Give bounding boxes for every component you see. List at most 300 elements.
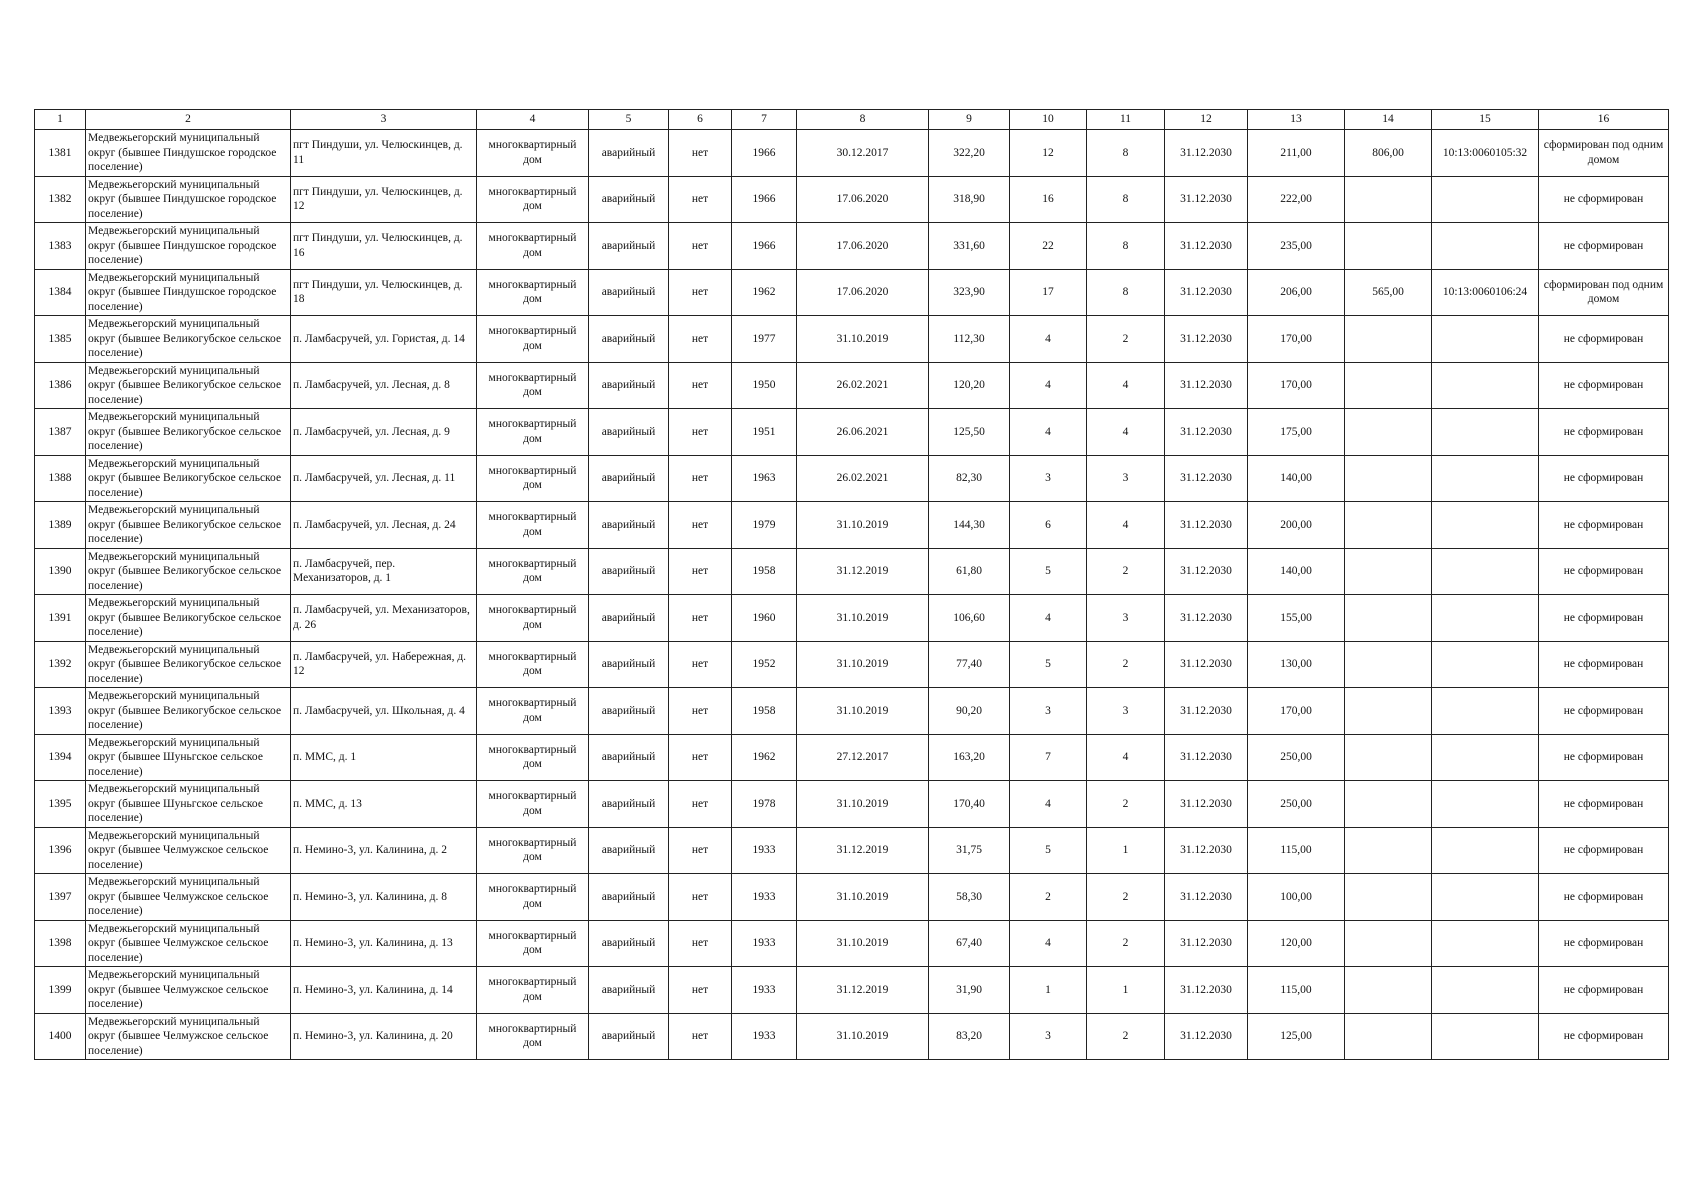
land-area-cell [1345, 316, 1432, 363]
apartments-cell: 4 [1087, 502, 1165, 549]
land-value-cell: 155,00 [1248, 595, 1345, 642]
land-status-cell: не сформирован [1539, 455, 1669, 502]
recognition-date-cell: 26.06.2021 [797, 409, 929, 456]
land-status-cell: не сформирован [1539, 595, 1669, 642]
land-status-cell: не сформирован [1539, 874, 1669, 921]
municipality-cell: Медвежьегорский муниципальный округ (бывшее Челмужское сельское поселение) [86, 1013, 291, 1060]
municipality-cell: Медвежьегорский муниципальный округ (бывшее Челмужское сельское поселение) [86, 920, 291, 967]
build-year-cell: 1966 [732, 176, 797, 223]
relocation-deadline-cell: 31.12.2030 [1165, 641, 1248, 688]
table-row [35, 1013, 1669, 1060]
column-header-13: 13 [1248, 110, 1345, 130]
address-cell: п. Немино-3, ул. Калинина, д. 14 [291, 967, 477, 1014]
apartments-cell: 8 [1087, 223, 1165, 270]
condition-cell: аварийный [589, 176, 669, 223]
land-area-cell [1345, 827, 1432, 874]
recognition-date-cell: 31.10.2019 [797, 502, 929, 549]
building-type-cell: многоквартирный дом [477, 641, 589, 688]
column-header-16: 16 [1539, 110, 1669, 130]
area-cell: 322,20 [929, 130, 1010, 177]
relocation-deadline-cell: 31.12.2030 [1165, 269, 1248, 316]
condition-cell: аварийный [589, 130, 669, 177]
area-cell: 125,50 [929, 409, 1010, 456]
area-cell: 170,40 [929, 781, 1010, 828]
apartments-cell: 2 [1087, 641, 1165, 688]
cadastral-number-cell [1432, 409, 1539, 456]
build-year-cell: 1962 [732, 269, 797, 316]
condition-cell: аварийный [589, 502, 669, 549]
column-header-3: 3 [291, 110, 477, 130]
address-cell: п. Ламбасручей, ул. Лесная, д. 24 [291, 502, 477, 549]
relocation-flag-cell: нет [669, 734, 732, 781]
column-header-12: 12 [1165, 110, 1248, 130]
table-row [35, 502, 1669, 549]
residents-cell: 4 [1010, 409, 1087, 456]
address-cell: п. Немино-3, ул. Калинина, д. 13 [291, 920, 477, 967]
address-cell: п. Немино-3, ул. Калинина, д. 8 [291, 874, 477, 921]
area-cell: 67,40 [929, 920, 1010, 967]
column-header-1: 1 [35, 110, 86, 130]
relocation-flag-cell: нет [669, 362, 732, 409]
cadastral-number-cell: 10:13:0060106:24 [1432, 269, 1539, 316]
cadastral-number-cell [1432, 1013, 1539, 1060]
building-type-cell: многоквартирный дом [477, 223, 589, 270]
building-type-cell: многоквартирный дом [477, 595, 589, 642]
relocation-flag-cell: нет [669, 967, 732, 1014]
land-status-cell: не сформирован [1539, 1013, 1669, 1060]
recognition-date-cell: 26.02.2021 [797, 455, 929, 502]
land-value-cell: 100,00 [1248, 874, 1345, 921]
column-header-8: 8 [797, 110, 929, 130]
address-cell: пгт Пиндуши, ул. Челюскинцев, д. 12 [291, 176, 477, 223]
municipality-cell: Медвежьегорский муниципальный округ (бывшее Великогубское сельское поселение) [86, 409, 291, 456]
build-year-cell: 1966 [732, 223, 797, 270]
address-cell: п. Ламбасручей, ул. Лесная, д. 11 [291, 455, 477, 502]
condition-cell: аварийный [589, 1013, 669, 1060]
recognition-date-cell: 31.10.2019 [797, 920, 929, 967]
apartments-cell: 4 [1087, 362, 1165, 409]
address-cell: п. Немино-3, ул. Калинина, д. 20 [291, 1013, 477, 1060]
relocation-flag-cell: нет [669, 595, 732, 642]
relocation-deadline-cell: 31.12.2030 [1165, 362, 1248, 409]
residents-cell: 2 [1010, 874, 1087, 921]
address-cell: п. Ламбасручей, пер. Механизаторов, д. 1 [291, 548, 477, 595]
condition-cell: аварийный [589, 316, 669, 363]
table-row [35, 920, 1669, 967]
municipality-cell: Медвежьегорский муниципальный округ (бывшее Великогубское сельское поселение) [86, 502, 291, 549]
address-cell: п. ММС, д. 13 [291, 781, 477, 828]
relocation-flag-cell: нет [669, 781, 732, 828]
condition-cell: аварийный [589, 781, 669, 828]
recognition-date-cell: 31.12.2019 [797, 827, 929, 874]
column-header-14: 14 [1345, 110, 1432, 130]
land-value-cell: 222,00 [1248, 176, 1345, 223]
land-value-cell: 140,00 [1248, 548, 1345, 595]
municipality-cell: Медвежьегорский муниципальный округ (бывшее Пиндушское городское поселение) [86, 269, 291, 316]
build-year-cell: 1963 [732, 455, 797, 502]
column-header-9: 9 [929, 110, 1010, 130]
land-value-cell: 250,00 [1248, 781, 1345, 828]
relocation-flag-cell: нет [669, 688, 732, 735]
build-year-cell: 1978 [732, 781, 797, 828]
land-value-cell: 206,00 [1248, 269, 1345, 316]
building-type-cell: многоквартирный дом [477, 502, 589, 549]
building-type-cell: многоквартирный дом [477, 781, 589, 828]
land-status-cell: не сформирован [1539, 827, 1669, 874]
table-row [35, 781, 1669, 828]
recognition-date-cell: 17.06.2020 [797, 269, 929, 316]
building-type-cell: многоквартирный дом [477, 362, 589, 409]
relocation-deadline-cell: 31.12.2030 [1165, 1013, 1248, 1060]
relocation-deadline-cell: 31.12.2030 [1165, 176, 1248, 223]
area-cell: 61,80 [929, 548, 1010, 595]
address-cell: п. Ламбасручей, ул. Лесная, д. 9 [291, 409, 477, 456]
cadastral-number-cell [1432, 223, 1539, 270]
building-type-cell: многоквартирный дом [477, 688, 589, 735]
cadastral-number-cell [1432, 316, 1539, 363]
column-header-15: 15 [1432, 110, 1539, 130]
row-number-cell: 1391 [35, 595, 86, 642]
relocation-deadline-cell: 31.12.2030 [1165, 920, 1248, 967]
address-cell: пгт Пиндуши, ул. Челюскинцев, д. 16 [291, 223, 477, 270]
building-type-cell: многоквартирный дом [477, 920, 589, 967]
apartments-cell: 2 [1087, 548, 1165, 595]
land-value-cell: 140,00 [1248, 455, 1345, 502]
municipality-cell: Медвежьегорский муниципальный округ (бывшее Великогубское сельское поселение) [86, 688, 291, 735]
land-status-cell: не сформирован [1539, 920, 1669, 967]
header-row [35, 110, 1669, 130]
land-area-cell [1345, 362, 1432, 409]
recognition-date-cell: 17.06.2020 [797, 223, 929, 270]
residents-cell: 3 [1010, 455, 1087, 502]
land-area-cell [1345, 1013, 1432, 1060]
relocation-flag-cell: нет [669, 176, 732, 223]
build-year-cell: 1958 [732, 688, 797, 735]
building-type-cell: многоквартирный дом [477, 269, 589, 316]
land-area-cell [1345, 967, 1432, 1014]
apartments-cell: 8 [1087, 176, 1165, 223]
residents-cell: 4 [1010, 595, 1087, 642]
cadastral-number-cell [1432, 781, 1539, 828]
table-row [35, 176, 1669, 223]
land-status-cell: сформирован под одним домом [1539, 269, 1669, 316]
area-cell: 144,30 [929, 502, 1010, 549]
apartments-cell: 8 [1087, 130, 1165, 177]
condition-cell: аварийный [589, 409, 669, 456]
apartments-cell: 1 [1087, 967, 1165, 1014]
relocation-flag-cell: нет [669, 548, 732, 595]
land-status-cell: не сформирован [1539, 223, 1669, 270]
row-number-cell: 1399 [35, 967, 86, 1014]
recognition-date-cell: 26.02.2021 [797, 362, 929, 409]
municipality-cell: Медвежьегорский муниципальный округ (бывшее Великогубское сельское поселение) [86, 362, 291, 409]
row-number-cell: 1384 [35, 269, 86, 316]
area-cell: 83,20 [929, 1013, 1010, 1060]
land-status-cell: не сформирован [1539, 502, 1669, 549]
building-type-cell: многоквартирный дом [477, 874, 589, 921]
relocation-flag-cell: нет [669, 316, 732, 363]
column-header-11: 11 [1087, 110, 1165, 130]
land-area-cell: 806,00 [1345, 130, 1432, 177]
land-area-cell [1345, 223, 1432, 270]
land-value-cell: 200,00 [1248, 502, 1345, 549]
land-area-cell [1345, 734, 1432, 781]
relocation-flag-cell: нет [669, 827, 732, 874]
apartments-cell: 2 [1087, 316, 1165, 363]
land-area-cell [1345, 641, 1432, 688]
row-number-cell: 1395 [35, 781, 86, 828]
table-row [35, 223, 1669, 270]
column-header-5: 5 [589, 110, 669, 130]
residents-cell: 4 [1010, 781, 1087, 828]
condition-cell: аварийный [589, 455, 669, 502]
cadastral-number-cell [1432, 688, 1539, 735]
land-status-cell: не сформирован [1539, 362, 1669, 409]
cadastral-number-cell [1432, 641, 1539, 688]
column-header-4: 4 [477, 110, 589, 130]
row-number-cell: 1383 [35, 223, 86, 270]
cadastral-number-cell [1432, 548, 1539, 595]
cadastral-number-cell [1432, 595, 1539, 642]
table-body [35, 130, 1669, 1060]
relocation-flag-cell: нет [669, 223, 732, 270]
building-type-cell: многоквартирный дом [477, 548, 589, 595]
municipality-cell: Медвежьегорский муниципальный округ (бывшее Шуньгское сельское поселение) [86, 734, 291, 781]
table-row [35, 641, 1669, 688]
municipality-cell: Медвежьегорский муниципальный округ (бывшее Великогубское сельское поселение) [86, 455, 291, 502]
municipality-cell: Медвежьегорский муниципальный округ (бывшее Челмужское сельское поселение) [86, 967, 291, 1014]
cadastral-number-cell [1432, 362, 1539, 409]
column-header-2: 2 [86, 110, 291, 130]
relocation-flag-cell: нет [669, 502, 732, 549]
municipality-cell: Медвежьегорский муниципальный округ (бывшее Челмужское сельское поселение) [86, 827, 291, 874]
build-year-cell: 1933 [732, 1013, 797, 1060]
land-status-cell: не сформирован [1539, 548, 1669, 595]
relocation-deadline-cell: 31.12.2030 [1165, 455, 1248, 502]
apartments-cell: 3 [1087, 455, 1165, 502]
column-header-10: 10 [1010, 110, 1087, 130]
condition-cell: аварийный [589, 548, 669, 595]
relocation-flag-cell: нет [669, 130, 732, 177]
land-area-cell [1345, 874, 1432, 921]
land-area-cell [1345, 176, 1432, 223]
land-area-cell [1345, 781, 1432, 828]
build-year-cell: 1952 [732, 641, 797, 688]
address-cell: п. Ламбасручей, ул. Гористая, д. 14 [291, 316, 477, 363]
land-value-cell: 211,00 [1248, 130, 1345, 177]
municipality-cell: Медвежьегорский муниципальный округ (бывшее Пиндушское городское поселение) [86, 223, 291, 270]
residents-cell: 4 [1010, 920, 1087, 967]
table-row [35, 595, 1669, 642]
building-type-cell: многоквартирный дом [477, 176, 589, 223]
relocation-deadline-cell: 31.12.2030 [1165, 827, 1248, 874]
building-type-cell: многоквартирный дом [477, 734, 589, 781]
address-cell: п. ММС, д. 1 [291, 734, 477, 781]
condition-cell: аварийный [589, 734, 669, 781]
column-header-7: 7 [732, 110, 797, 130]
land-area-cell [1345, 409, 1432, 456]
residents-cell: 1 [1010, 967, 1087, 1014]
residents-cell: 3 [1010, 688, 1087, 735]
residents-cell: 7 [1010, 734, 1087, 781]
condition-cell: аварийный [589, 362, 669, 409]
residents-cell: 3 [1010, 1013, 1087, 1060]
land-status-cell: не сформирован [1539, 316, 1669, 363]
table-row [35, 967, 1669, 1014]
apartments-cell: 2 [1087, 781, 1165, 828]
land-value-cell: 115,00 [1248, 967, 1345, 1014]
apartments-cell: 8 [1087, 269, 1165, 316]
relocation-flag-cell: нет [669, 269, 732, 316]
build-year-cell: 1966 [732, 130, 797, 177]
area-cell: 120,20 [929, 362, 1010, 409]
relocation-deadline-cell: 31.12.2030 [1165, 316, 1248, 363]
build-year-cell: 1962 [732, 734, 797, 781]
row-number-cell: 1389 [35, 502, 86, 549]
residents-cell: 4 [1010, 316, 1087, 363]
table-header [35, 110, 1669, 130]
apartments-cell: 2 [1087, 1013, 1165, 1060]
condition-cell: аварийный [589, 269, 669, 316]
land-area-cell [1345, 455, 1432, 502]
recognition-date-cell: 17.06.2020 [797, 176, 929, 223]
table-row [35, 316, 1669, 363]
apartments-cell: 4 [1087, 409, 1165, 456]
condition-cell: аварийный [589, 641, 669, 688]
build-year-cell: 1951 [732, 409, 797, 456]
area-cell: 112,30 [929, 316, 1010, 363]
municipality-cell: Медвежьегорский муниципальный округ (бывшее Челмужское сельское поселение) [86, 874, 291, 921]
build-year-cell: 1933 [732, 920, 797, 967]
residents-cell: 6 [1010, 502, 1087, 549]
land-value-cell: 175,00 [1248, 409, 1345, 456]
building-type-cell: многоквартирный дом [477, 967, 589, 1014]
residents-cell: 17 [1010, 269, 1087, 316]
apartments-cell: 3 [1087, 688, 1165, 735]
build-year-cell: 1979 [732, 502, 797, 549]
land-value-cell: 120,00 [1248, 920, 1345, 967]
apartments-cell: 4 [1087, 734, 1165, 781]
address-cell: пгт Пиндуши, ул. Челюскинцев, д. 11 [291, 130, 477, 177]
recognition-date-cell: 31.12.2019 [797, 548, 929, 595]
building-type-cell: многоквартирный дом [477, 455, 589, 502]
build-year-cell: 1933 [732, 827, 797, 874]
row-number-cell: 1390 [35, 548, 86, 595]
building-type-cell: многоквартирный дом [477, 130, 589, 177]
row-number-cell: 1387 [35, 409, 86, 456]
land-status-cell: не сформирован [1539, 734, 1669, 781]
build-year-cell: 1960 [732, 595, 797, 642]
recognition-date-cell: 31.10.2019 [797, 688, 929, 735]
condition-cell: аварийный [589, 223, 669, 270]
land-status-cell: не сформирован [1539, 176, 1669, 223]
cadastral-number-cell [1432, 920, 1539, 967]
cadastral-number-cell [1432, 455, 1539, 502]
build-year-cell: 1977 [732, 316, 797, 363]
recognition-date-cell: 31.10.2019 [797, 874, 929, 921]
table-row [35, 362, 1669, 409]
apartments-cell: 2 [1087, 874, 1165, 921]
relocation-flag-cell: нет [669, 920, 732, 967]
relocation-flag-cell: нет [669, 455, 732, 502]
building-type-cell: многоквартирный дом [477, 409, 589, 456]
land-value-cell: 250,00 [1248, 734, 1345, 781]
residents-cell: 5 [1010, 641, 1087, 688]
area-cell: 90,20 [929, 688, 1010, 735]
land-area-cell: 565,00 [1345, 269, 1432, 316]
row-number-cell: 1398 [35, 920, 86, 967]
column-header-6: 6 [669, 110, 732, 130]
address-cell: п. Ламбасручей, ул. Лесная, д. 8 [291, 362, 477, 409]
relocation-deadline-cell: 31.12.2030 [1165, 548, 1248, 595]
cadastral-number-cell: 10:13:0060105:32 [1432, 130, 1539, 177]
recognition-date-cell: 30.12.2017 [797, 130, 929, 177]
municipality-cell: Медвежьегорский муниципальный округ (бывшее Пиндушское городское поселение) [86, 176, 291, 223]
residents-cell: 4 [1010, 362, 1087, 409]
municipality-cell: Медвежьегорский муниципальный округ (бывшее Великогубское сельское поселение) [86, 595, 291, 642]
land-value-cell: 170,00 [1248, 362, 1345, 409]
address-cell: п. Немино-3, ул. Калинина, д. 2 [291, 827, 477, 874]
table-row [35, 548, 1669, 595]
row-number-cell: 1382 [35, 176, 86, 223]
relocation-deadline-cell: 31.12.2030 [1165, 874, 1248, 921]
land-status-cell: не сформирован [1539, 641, 1669, 688]
build-year-cell: 1958 [732, 548, 797, 595]
row-number-cell: 1388 [35, 455, 86, 502]
condition-cell: аварийный [589, 827, 669, 874]
land-area-cell [1345, 548, 1432, 595]
area-cell: 31,75 [929, 827, 1010, 874]
cadastral-number-cell [1432, 967, 1539, 1014]
land-area-cell [1345, 502, 1432, 549]
cadastral-number-cell [1432, 176, 1539, 223]
relocation-flag-cell: нет [669, 1013, 732, 1060]
land-value-cell: 130,00 [1248, 641, 1345, 688]
relocation-deadline-cell: 31.12.2030 [1165, 223, 1248, 270]
relocation-flag-cell: нет [669, 409, 732, 456]
relocation-deadline-cell: 31.12.2030 [1165, 130, 1248, 177]
residents-cell: 16 [1010, 176, 1087, 223]
municipality-cell: Медвежьегорский муниципальный округ (бывшее Великогубское сельское поселение) [86, 548, 291, 595]
table-row [35, 688, 1669, 735]
row-number-cell: 1397 [35, 874, 86, 921]
cadastral-number-cell [1432, 502, 1539, 549]
relocation-deadline-cell: 31.12.2030 [1165, 967, 1248, 1014]
build-year-cell: 1950 [732, 362, 797, 409]
condition-cell: аварийный [589, 595, 669, 642]
area-cell: 106,60 [929, 595, 1010, 642]
recognition-date-cell: 31.10.2019 [797, 316, 929, 363]
table-row [35, 409, 1669, 456]
land-area-cell [1345, 688, 1432, 735]
cadastral-number-cell [1432, 827, 1539, 874]
recognition-date-cell: 27.12.2017 [797, 734, 929, 781]
condition-cell: аварийный [589, 920, 669, 967]
municipality-cell: Медвежьегорский муниципальный округ (бывшее Великогубское сельское поселение) [86, 316, 291, 363]
condition-cell: аварийный [589, 688, 669, 735]
municipality-cell: Медвежьегорский муниципальный округ (бывшее Великогубское сельское поселение) [86, 641, 291, 688]
table-row [35, 827, 1669, 874]
residents-cell: 5 [1010, 548, 1087, 595]
table-row [35, 874, 1669, 921]
apartments-cell: 3 [1087, 595, 1165, 642]
row-number-cell: 1396 [35, 827, 86, 874]
row-number-cell: 1394 [35, 734, 86, 781]
row-number-cell: 1392 [35, 641, 86, 688]
land-area-cell [1345, 595, 1432, 642]
address-cell: п. Ламбасручей, ул. Школьная, д. 4 [291, 688, 477, 735]
recognition-date-cell: 31.10.2019 [797, 595, 929, 642]
